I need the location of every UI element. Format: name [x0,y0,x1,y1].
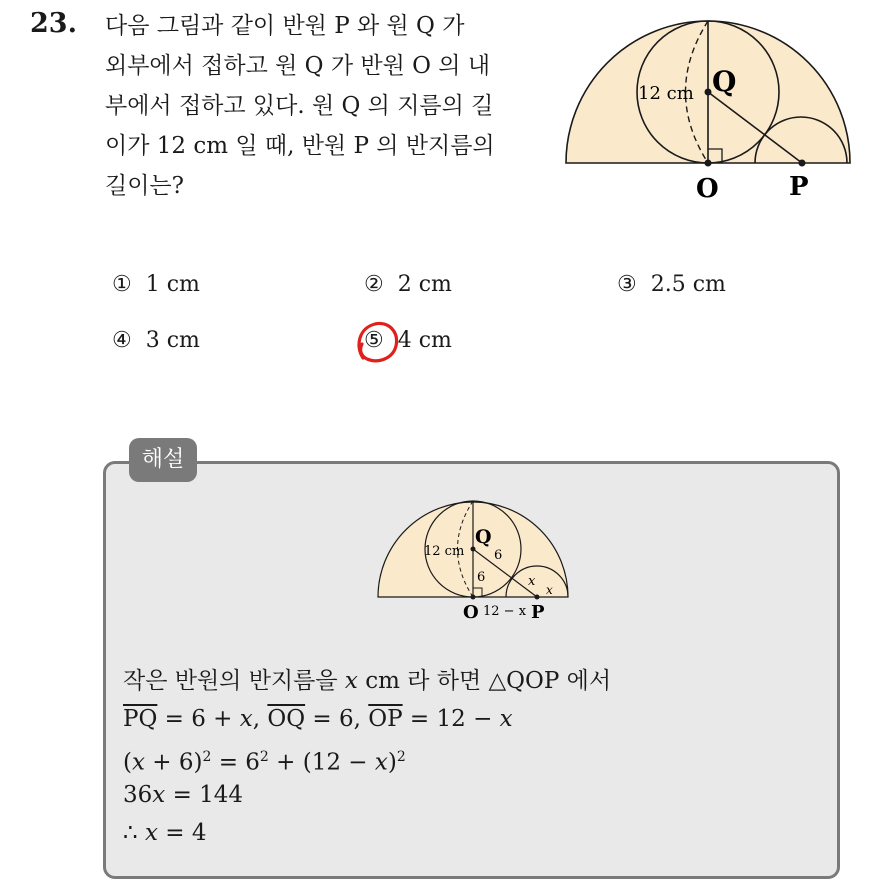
label-p: P [531,602,545,623]
point-q [705,89,712,96]
solution-text [123,662,611,852]
question-number: 23. [30,8,77,39]
solution-line-2 [123,700,611,738]
choice-text: 3 cm [145,328,200,353]
label-12-minus-x: 12 − x [483,604,527,619]
choice-1[interactable] [112,272,200,297]
label-q: Q [475,526,492,548]
choice-mark: ① [112,272,132,297]
choice-text: 2.5 cm [650,272,726,297]
solution-tab: 해설 [129,438,197,482]
text: , [252,706,268,732]
exponent: 2 [259,749,269,765]
point-p [535,595,540,600]
choice-text: 1 cm [145,272,200,297]
question-line: 길이는? [105,173,184,199]
var-x: x [344,668,358,694]
question-line: 다음 그림과 같이 반원 P 와 원 Q 가 [105,13,465,39]
exponent: 2 [202,749,212,765]
text: + 6) [144,749,203,776]
point-p [799,160,806,167]
var-x: x [152,782,166,808]
choice-mark: ④ [112,328,132,353]
question-line: 외부에서 접하고 원 Q 가 반원 O 의 내 [105,53,491,79]
solution-figure [372,497,577,627]
text: ∴ [123,820,145,846]
segment-op: $\overline{OP}$ [368,706,403,732]
label-o: O [463,602,479,623]
var-x: x [131,749,145,776]
label-12cm: 12 cm [638,83,694,104]
text: = 12 − [402,706,500,732]
var-x: x [374,749,388,776]
var-x: x [499,706,513,732]
text: = 4 [157,820,207,846]
label-x-hyp: x [528,574,536,589]
label-o: O [696,174,719,204]
problem-figure [560,8,860,208]
text: cm 라 하면 △QOP 에서 [357,668,612,694]
choice-2[interactable] [364,272,452,297]
choice-mark: ② [364,272,384,297]
solution-line-3 [123,738,611,776]
point-o [471,595,476,600]
text: 작은 반원의 반지름을 [123,668,345,694]
choice-mark: ⑤ [364,328,384,353]
var-x: x [239,706,253,732]
text: ) [387,749,397,776]
var-x: x [144,820,158,846]
text: = 144 [165,782,244,808]
solution-line-5 [123,814,611,852]
solution-line-1 [123,662,611,700]
segment-pq: $\overline{PQ}$ [123,706,158,732]
text: = 6 [211,749,260,776]
text: + (12 − [268,749,375,776]
choice-4[interactable] [112,328,200,353]
exponent: 2 [396,749,406,765]
point-o [705,160,712,167]
text: ( [123,749,132,776]
text: = 6 + [157,706,240,732]
label-6-upper: 6 [494,548,503,563]
choice-text: 4 cm [397,328,452,353]
label-p: P [789,172,809,202]
text: = 6, [305,706,369,732]
question-line: 부에서 접하고 있다. 원 Q 의 지름의 길 [105,93,494,119]
text: 36 [123,782,153,808]
segment-oq: $\overline{OQ}$ [267,706,306,732]
question-line: 이가 12 cm 일 때, 반원 P 의 반지름의 [105,133,495,159]
answer-mark-icon [353,318,403,368]
choice-mark: ③ [617,272,637,297]
label-x-base: x [546,583,553,597]
label-q: Q [712,65,737,98]
label-6-lower: 6 [477,570,486,585]
label-12cm: 12 cm [424,544,465,559]
choice-3[interactable] [617,272,726,297]
solution-line-4 [123,776,611,814]
question-text [105,6,535,206]
choice-text: 2 cm [397,272,452,297]
